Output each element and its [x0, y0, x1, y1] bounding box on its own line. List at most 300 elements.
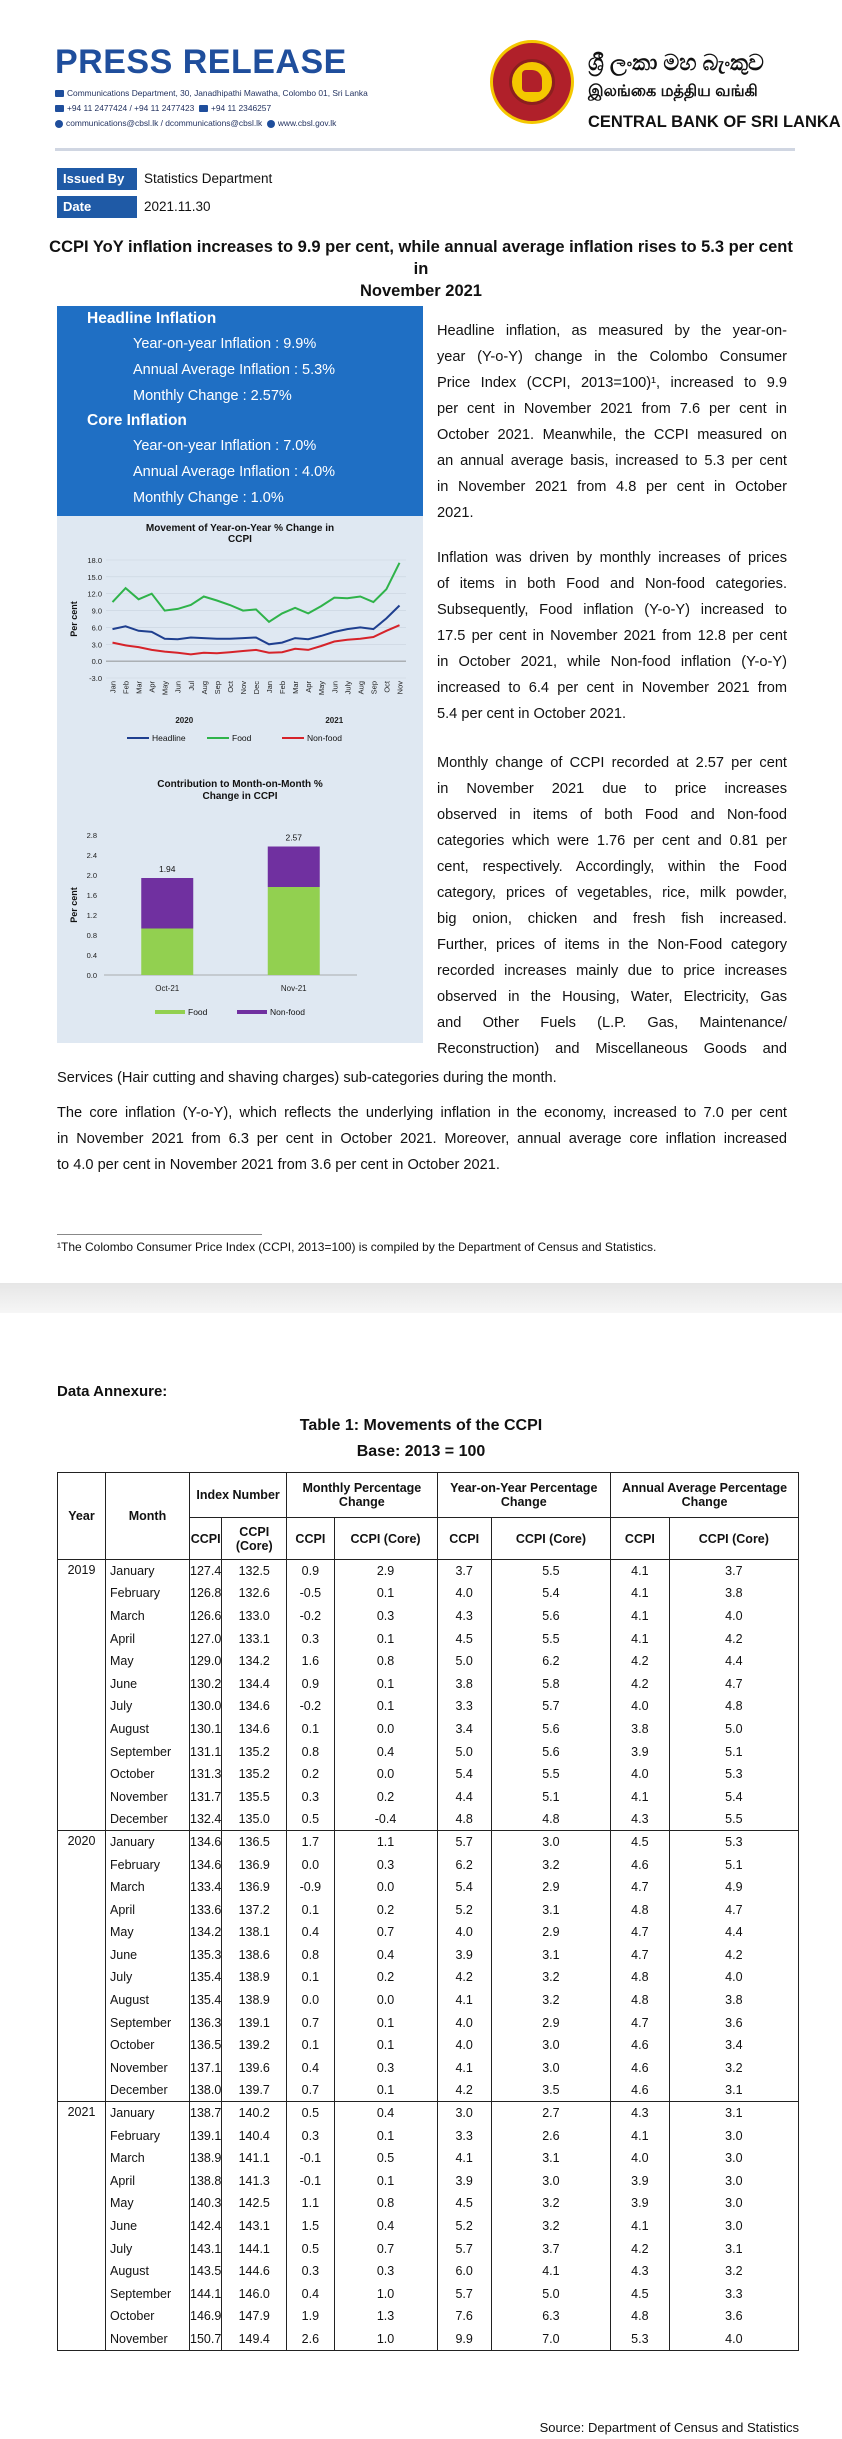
value-cell: 134.2	[222, 1650, 287, 1673]
paragraph-line: recorded increases mainly due to price increases	[437, 963, 787, 979]
month-cell: July	[106, 1966, 190, 1989]
value-cell: 1.7	[287, 1831, 334, 1854]
month-cell: May	[106, 1921, 190, 1944]
col-month: Month	[106, 1473, 190, 1560]
value-cell: 3.1	[669, 2079, 798, 2102]
value-cell: 133.6	[190, 1898, 222, 1921]
value-cell: 5.5	[491, 1763, 610, 1786]
value-cell: 4.0	[437, 1921, 491, 1944]
value-cell: 3.8	[437, 1672, 491, 1695]
value-cell: 0.5	[287, 2237, 334, 2260]
value-cell: 134.2	[190, 1921, 222, 1944]
headline-inflation-heading: Headline Inflation	[87, 310, 217, 327]
value-cell: 139.1	[222, 2011, 287, 2034]
legend-label: Non-food	[307, 733, 342, 743]
value-cell: 0.3	[334, 2057, 437, 2080]
value-cell: 134.6	[190, 1831, 222, 1854]
x-tick-label: Nov	[238, 681, 248, 695]
value-cell: 0.5	[287, 1808, 334, 1831]
value-cell: 130.2	[190, 1672, 222, 1695]
value-cell: 3.2	[669, 2057, 798, 2080]
table-row	[58, 2215, 799, 2238]
inflation-summary-box	[57, 306, 423, 516]
value-cell: 144.1	[222, 2237, 287, 2260]
value-cell: 5.7	[437, 1831, 491, 1854]
value-cell: 3.7	[437, 1560, 491, 1583]
value-cell: 5.0	[669, 1718, 798, 1741]
month-cell: June	[106, 1944, 190, 1967]
value-cell: 4.2	[610, 1672, 669, 1695]
value-cell: 5.3	[610, 2328, 669, 2351]
month-cell: August	[106, 1989, 190, 2012]
x-tick-label: Feb	[278, 681, 288, 694]
value-cell: 3.7	[669, 1560, 798, 1583]
value-cell: 139.2	[222, 2034, 287, 2057]
mom-bar-chart-svg	[57, 750, 423, 1043]
paragraph-line: in November 2021 from 6.3 per cent in October 2021. Moreover, annual average core inflation increased	[57, 1131, 787, 1147]
value-cell: 139.7	[222, 2079, 287, 2102]
value-cell: 4.9	[669, 1876, 798, 1899]
value-cell: 5.8	[491, 1672, 610, 1695]
value-cell: 134.4	[222, 1672, 287, 1695]
value-cell: 126.6	[190, 1605, 222, 1628]
value-cell: 132.6	[222, 1582, 287, 1605]
value-cell: -0.1	[287, 2147, 334, 2170]
month-cell: March	[106, 1605, 190, 1628]
value-cell: 135.2	[222, 1740, 287, 1763]
value-cell: 0.3	[334, 1605, 437, 1628]
value-cell: 133.0	[222, 1605, 287, 1628]
value-cell: 0.1	[334, 1582, 437, 1605]
value-cell: 144.6	[222, 2260, 287, 2283]
value-cell: 4.1	[610, 1582, 669, 1605]
paragraph-line: big onion, chicken and fresh fish increased.	[437, 911, 787, 927]
month-cell: November	[106, 2328, 190, 2351]
x-tick-label: July	[343, 681, 353, 695]
value-cell: 0.1	[334, 1695, 437, 1718]
value-cell: 5.6	[491, 1718, 610, 1741]
paragraph-line: in November 2021 from 4.8 per cent in October	[437, 479, 787, 495]
value-cell: 2.9	[491, 1921, 610, 1944]
year-cell: 2019	[58, 1560, 106, 1831]
month-cell: November	[106, 1785, 190, 1808]
y-tick-label: 3.0	[91, 640, 102, 650]
headline-line: CCPI YoY inflation increases to 9.9 per cent, while annual average inflation rises to 5.3 per cent in	[49, 238, 793, 278]
value-cell: 4.4	[669, 1650, 798, 1673]
value-cell: 3.2	[491, 2215, 610, 2238]
table-row	[58, 2328, 799, 2351]
month-cell: January	[106, 1831, 190, 1854]
value-cell: 5.4	[437, 1876, 491, 1899]
value-cell: 0.0	[334, 1718, 437, 1741]
value-cell: 3.8	[610, 1718, 669, 1741]
value-cell: 132.4	[190, 1808, 222, 1831]
x-tick-label: Sep	[369, 681, 379, 695]
value-cell: 4.5	[437, 2192, 491, 2215]
value-cell: 136.3	[190, 2011, 222, 2034]
table-row	[58, 1944, 799, 1967]
table-row	[58, 2237, 799, 2260]
value-cell: 3.0	[669, 2170, 798, 2193]
value-cell: 5.3	[669, 1763, 798, 1786]
table-row	[58, 2147, 799, 2170]
value-cell: 0.1	[334, 2079, 437, 2102]
value-cell: 4.1	[610, 1560, 669, 1583]
value-cell: 0.1	[287, 1718, 334, 1741]
value-cell: 1.1	[334, 1831, 437, 1854]
value-cell: 4.3	[610, 2102, 669, 2125]
value-cell: 0.9	[287, 1672, 334, 1695]
value-cell: 3.0	[669, 2192, 798, 2215]
yoy-line-chart	[57, 516, 423, 750]
value-cell: 3.9	[610, 1740, 669, 1763]
y-tick-label: 2.0	[86, 871, 97, 880]
bank-name-sinhala: ශ්‍රී ලංකා මහ බැංකුව	[588, 50, 764, 75]
summary-item: Year-on-year Inflation : 7.0%	[133, 438, 317, 454]
month-cell: February	[106, 2124, 190, 2147]
value-cell: 0.3	[287, 1627, 334, 1650]
value-cell: 3.0	[491, 1831, 610, 1854]
bar-total-label: 2.57	[285, 832, 303, 843]
month-cell: July	[106, 2237, 190, 2260]
value-cell: 6.2	[491, 1650, 610, 1673]
table-row	[58, 1582, 799, 1605]
value-cell: 4.8	[491, 1808, 610, 1831]
address-text: Communications Department, 30, Janadhipathi Mawatha, Colombo 01, Sri Lanka	[67, 88, 368, 98]
value-cell: 4.6	[610, 2079, 669, 2102]
value-cell: 4.8	[610, 1989, 669, 2012]
value-cell: 0.8	[287, 1740, 334, 1763]
value-cell: 3.2	[491, 1989, 610, 2012]
y-tick-label: 1.6	[86, 891, 97, 900]
value-cell: 0.1	[287, 2034, 334, 2057]
month-cell: January	[106, 1560, 190, 1583]
paragraph-line: 2021.	[437, 505, 474, 521]
table-row	[58, 1605, 799, 1628]
x-tick-label: Apr	[304, 681, 314, 693]
month-cell: April	[106, 1627, 190, 1650]
value-cell: 1.1	[287, 2192, 334, 2215]
press-release-title: PRESS RELEASE	[55, 43, 347, 81]
value-cell: 2.7	[491, 2102, 610, 2125]
month-cell: June	[106, 2215, 190, 2238]
value-cell: 4.2	[610, 1650, 669, 1673]
x-tick-label: Oct	[225, 681, 235, 693]
value-cell: 5.4	[669, 1785, 798, 1808]
yoy-line-chart-svg	[57, 516, 423, 750]
value-cell: 147.9	[222, 2305, 287, 2328]
table-row	[58, 1560, 799, 1583]
value-cell: 4.0	[610, 1695, 669, 1718]
col-annual-average: Annual Average Percentage Change	[610, 1473, 798, 1518]
value-cell: 4.1	[610, 2124, 669, 2147]
value-cell: 4.8	[669, 1695, 798, 1718]
value-cell: 4.8	[610, 1966, 669, 1989]
value-cell: 126.8	[190, 1582, 222, 1605]
y-axis-label: Per cent	[69, 601, 79, 637]
value-cell: 3.0	[491, 2170, 610, 2193]
value-cell: 0.1	[334, 1627, 437, 1650]
paragraph-line: an annual average basis, increased to 5.3 per cent	[437, 453, 787, 469]
value-cell: 4.0	[610, 2147, 669, 2170]
phone-line	[55, 103, 271, 113]
table-row	[58, 1989, 799, 2012]
bar-total-label: 1.94	[158, 864, 176, 874]
x-tick-label: May	[317, 681, 327, 696]
y-tick-label: -3.0	[89, 674, 102, 683]
value-cell: 0.2	[334, 1898, 437, 1921]
month-cell: February	[106, 1853, 190, 1876]
y-tick-label: 0.0	[91, 657, 102, 667]
value-cell: 136.5	[190, 2034, 222, 2057]
value-cell: 134.6	[222, 1695, 287, 1718]
value-cell: 4.7	[610, 1876, 669, 1899]
bank-name-english: CENTRAL BANK OF SRI LANKA	[588, 113, 841, 131]
summary-item: Monthly Change : 1.0%	[133, 490, 284, 506]
x-tick-label: Mar	[291, 681, 301, 694]
table-row	[58, 1763, 799, 1786]
paragraph-line: in November 2021 due to price increases	[437, 781, 787, 797]
value-cell: 134.6	[222, 1718, 287, 1741]
value-cell: 3.9	[610, 2192, 669, 2215]
value-cell: 1.0	[334, 2283, 437, 2306]
value-cell: 4.0	[669, 1966, 798, 1989]
paragraph-line: October 2021. Meanwhile, the CCPI measured on	[437, 427, 787, 443]
date-value: 2021.11.30	[144, 199, 211, 214]
summary-item: Annual Average Inflation : 5.3%	[133, 362, 336, 378]
paragraph-3-tail	[57, 1065, 787, 1091]
x-tick-label: Aug	[199, 681, 209, 695]
value-cell: 4.0	[437, 2011, 491, 2034]
subcol-ccpi: CCPI	[437, 1518, 491, 1560]
ccpi-table	[57, 1472, 799, 2351]
value-cell: 0.0	[287, 1853, 334, 1876]
value-cell: 3.0	[669, 2215, 798, 2238]
value-cell: 0.7	[334, 1921, 437, 1944]
value-cell: 0.0	[334, 1763, 437, 1786]
email-icon	[55, 120, 63, 128]
value-cell: 1.9	[287, 2305, 334, 2328]
value-cell: 4.2	[437, 2079, 491, 2102]
value-cell: 3.3	[669, 2283, 798, 2306]
email-link[interactable]: communications@cbsl.lk / dcommunications@cbsl.lk	[66, 118, 263, 128]
value-cell: 3.2	[669, 2260, 798, 2283]
value-cell: 5.4	[437, 1763, 491, 1786]
value-cell: 0.1	[334, 2124, 437, 2147]
value-cell: 4.0	[437, 1582, 491, 1605]
value-cell: 131.7	[190, 1785, 222, 1808]
address-line	[55, 88, 368, 98]
value-cell: 3.2	[491, 1853, 610, 1876]
month-cell: December	[106, 1808, 190, 1831]
value-cell: 146.0	[222, 2283, 287, 2306]
value-cell: 3.4	[437, 1718, 491, 1741]
value-cell: 4.8	[610, 1898, 669, 1921]
paragraph-4	[57, 1100, 787, 1178]
value-cell: 129.0	[190, 1650, 222, 1673]
lion-emblem-icon	[522, 70, 542, 92]
table-base: Base: 2013 = 100	[356, 1443, 486, 1460]
value-cell: 0.3	[287, 1785, 334, 1808]
value-cell: 5.6	[491, 1605, 610, 1628]
value-cell: 2.6	[287, 2328, 334, 2351]
value-cell: 3.3	[437, 2124, 491, 2147]
value-cell: 0.3	[287, 2124, 334, 2147]
y-tick-label: 2.4	[86, 851, 97, 860]
footnote-rule	[57, 1234, 262, 1235]
value-cell: 0.7	[287, 2011, 334, 2034]
table-row	[58, 2034, 799, 2057]
paragraph-1	[437, 318, 787, 526]
value-cell: 1.3	[334, 2305, 437, 2328]
paragraph-line: Headline inflation, as measured by the year-on-	[437, 323, 787, 339]
value-cell: 3.2	[491, 2192, 610, 2215]
table-row	[58, 2124, 799, 2147]
y-tick-label: 2.8	[86, 831, 97, 840]
subcol-core: CCPI (Core)	[334, 1518, 437, 1560]
value-cell: -0.9	[287, 1876, 334, 1899]
paragraph-line: of items in both Food and Non-food categories.	[437, 576, 787, 592]
value-cell: 1.6	[287, 1650, 334, 1673]
chart-title: Contribution to Month-on-Month %	[157, 779, 323, 790]
table-source: Source: Department of Census and Statistics	[539, 2420, 799, 2435]
value-cell: 133.1	[222, 1627, 287, 1650]
footnote: ¹The Colombo Consumer Price Index (CCPI, 2013=100) is compiled by the Department of Census and Statistics.	[57, 1240, 657, 1254]
paragraph-line: to 4.0 per cent in November 2021 from 3.6 per cent in October 2021.	[57, 1157, 500, 1173]
value-cell: 5.6	[491, 1740, 610, 1763]
paragraph-line: increased to 6.4 per cent in November 2021 from	[437, 680, 787, 696]
paragraph-line: cent, respectively. Accordingly, within the Food	[437, 859, 787, 875]
x-tick-label: Jan	[265, 681, 275, 694]
value-cell: 0.4	[334, 2215, 437, 2238]
year-cell: 2020	[58, 1831, 106, 2102]
value-cell: 5.2	[437, 1898, 491, 1921]
value-cell: 136.5	[222, 1831, 287, 1854]
value-cell: 3.5	[491, 2079, 610, 2102]
table-row	[58, 2260, 799, 2283]
month-cell: October	[106, 2305, 190, 2328]
month-cell: November	[106, 2057, 190, 2080]
month-cell: December	[106, 2079, 190, 2102]
value-cell: 0.7	[287, 2079, 334, 2102]
value-cell: 4.0	[437, 2034, 491, 2057]
paragraph-line: 5.4 per cent in October 2021.	[437, 706, 627, 722]
value-cell: 5.2	[437, 2215, 491, 2238]
value-cell: 131.3	[190, 1763, 222, 1786]
y-tick-label: 6.0	[91, 623, 102, 633]
value-cell: 3.1	[491, 1944, 610, 1967]
table-row	[58, 1898, 799, 1921]
paragraph-3	[437, 750, 787, 1062]
paragraph-line: Subsequently, Food inflation (Y-o-Y) increased to	[437, 602, 787, 618]
fax-text: +94 11 2346257	[210, 103, 272, 113]
chart-title: Movement of Year-on-Year % Change in	[145, 523, 335, 534]
legend-label: Headline	[152, 733, 186, 743]
table-row	[58, 1627, 799, 1650]
value-cell: 5.5	[669, 1808, 798, 1831]
value-cell: 3.9	[610, 2170, 669, 2193]
contact-line	[55, 118, 336, 128]
value-cell: 133.4	[190, 1876, 222, 1899]
year-label: 2020	[175, 716, 194, 725]
series-line-non-food	[113, 625, 400, 654]
subcol-core: CCPI (Core)	[669, 1518, 798, 1560]
value-cell: 137.2	[222, 1898, 287, 1921]
value-cell: 0.8	[334, 2192, 437, 2215]
value-cell: 0.4	[287, 1921, 334, 1944]
value-cell: 0.4	[287, 2283, 334, 2306]
value-cell: 141.1	[222, 2147, 287, 2170]
value-cell: 146.9	[190, 2305, 222, 2328]
month-cell: January	[106, 2102, 190, 2125]
value-cell: 4.1	[610, 1627, 669, 1650]
value-cell: 0.5	[334, 2147, 437, 2170]
bank-name-tamil: இலங்கை மத்திய வங்கி	[588, 83, 758, 100]
value-cell: 134.6	[190, 1853, 222, 1876]
value-cell: 3.0	[437, 2102, 491, 2125]
phone-text: +94 11 2477424 / +94 11 2477423	[67, 103, 195, 113]
value-cell: 5.7	[437, 2283, 491, 2306]
month-cell: October	[106, 1763, 190, 1786]
value-cell: 0.3	[334, 1853, 437, 1876]
headline	[40, 236, 802, 302]
value-cell: 138.0	[190, 2079, 222, 2102]
value-cell: -0.2	[287, 1605, 334, 1628]
value-cell: 4.1	[437, 1989, 491, 2012]
col-index-number: Index Number	[190, 1473, 287, 1518]
chart-title: CCPI	[228, 534, 252, 545]
envelope-icon	[55, 90, 64, 97]
value-cell: 135.4	[190, 1989, 222, 2012]
y-tick-label: 1.2	[86, 911, 97, 920]
value-cell: 135.2	[222, 1763, 287, 1786]
value-cell: 3.1	[491, 1898, 610, 1921]
y-tick-label: 0.0	[86, 971, 97, 980]
value-cell: 3.6	[669, 2011, 798, 2034]
value-cell: 4.1	[610, 1785, 669, 1808]
value-cell: 149.4	[222, 2328, 287, 2351]
value-cell: 0.1	[334, 2011, 437, 2034]
value-cell: 136.9	[222, 1853, 287, 1876]
value-cell: 0.2	[334, 1785, 437, 1808]
website-link[interactable]: www.cbsl.gov.lk	[277, 118, 337, 128]
month-cell: March	[106, 1876, 190, 1899]
value-cell: 139.6	[222, 2057, 287, 2080]
header-rule	[55, 148, 795, 151]
value-cell: 5.4	[491, 1582, 610, 1605]
value-cell: 144.1	[190, 2283, 222, 2306]
month-cell: August	[106, 1718, 190, 1741]
month-cell: February	[106, 1582, 190, 1605]
core-inflation-heading: Core Inflation	[87, 412, 187, 429]
table-title: Table 1: Movements of the CCPI	[299, 1417, 543, 1434]
value-cell: 0.0	[334, 1876, 437, 1899]
value-cell: 6.2	[437, 1853, 491, 1876]
value-cell: 6.3	[491, 2305, 610, 2328]
value-cell: 4.0	[669, 1605, 798, 1628]
subcol-ccpi: CCPI	[287, 1518, 334, 1560]
value-cell: 130.1	[190, 1718, 222, 1741]
value-cell: 0.2	[334, 1966, 437, 1989]
phone-icon	[55, 105, 64, 112]
value-cell: 4.7	[610, 1921, 669, 1944]
value-cell: 4.2	[669, 1627, 798, 1650]
cbsl-seal-logo	[490, 40, 574, 124]
col-year: Year	[58, 1473, 106, 1560]
value-cell: 5.5	[491, 1627, 610, 1650]
x-tick-label: Apr	[147, 681, 157, 693]
paragraph-line: categories which were 1.76 per cent and 0.81 per	[437, 833, 787, 849]
